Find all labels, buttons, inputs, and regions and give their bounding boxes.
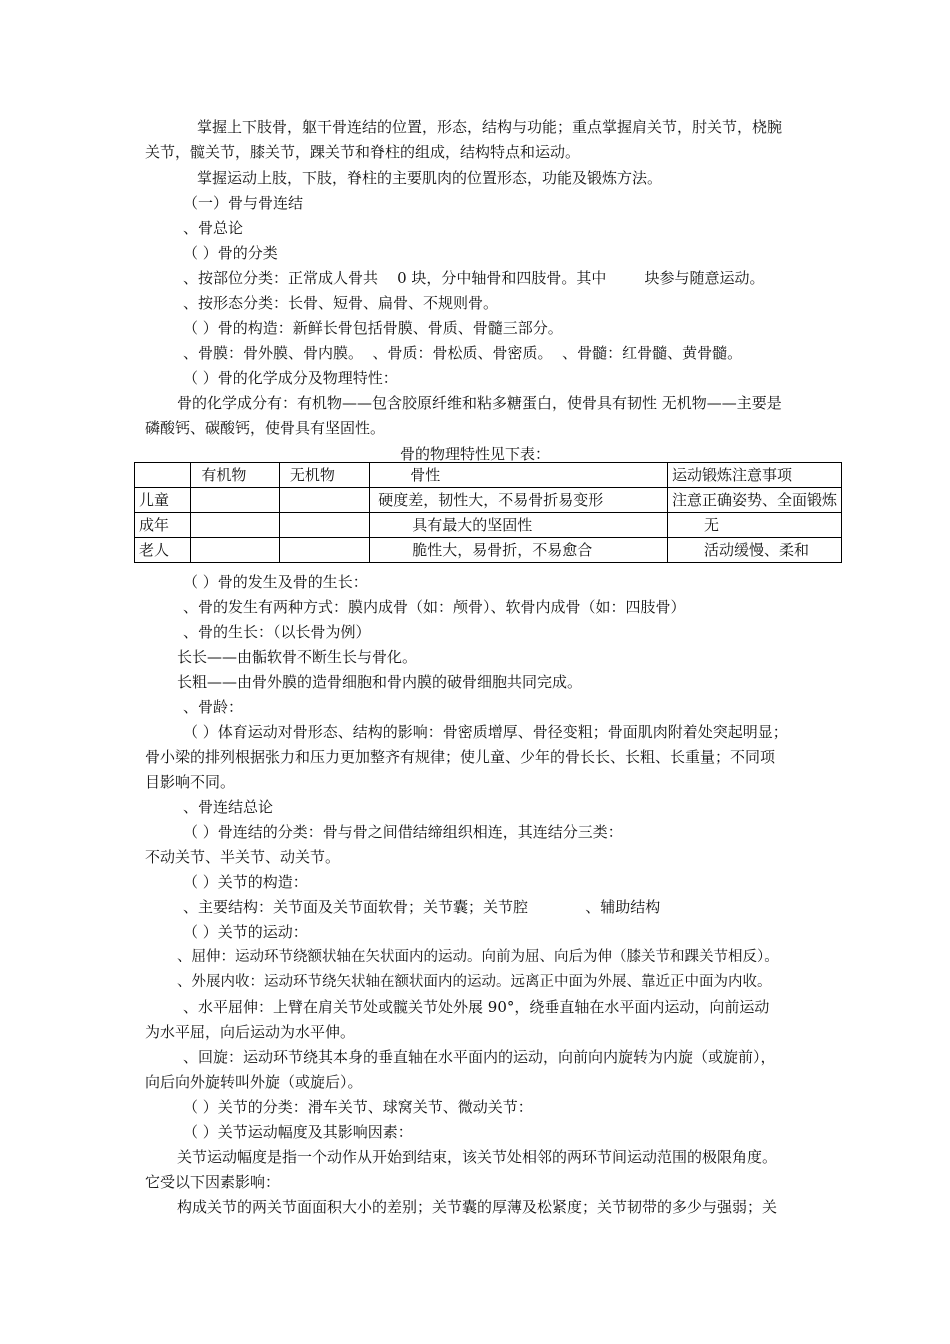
table-cell: 无 — [667, 513, 841, 538]
table-row — [135, 513, 842, 538]
text-line: 为水平屈，向后运动为水平伸。 — [145, 1023, 356, 1041]
text-line: 关节运动幅度是指一个动作从开始到结束，该关节处相邻的两环节间运动范围的极限角度。 — [177, 1148, 778, 1166]
text-line: 不动关节、半关节、动关节。 — [145, 848, 341, 866]
table-header-cell: 骨性 — [370, 463, 668, 488]
text-line: 、骨连结总论 — [183, 798, 274, 816]
text-line: （ ）骨的化学成分及物理特性： — [183, 369, 398, 387]
section-heading: （一）骨与骨连结 — [183, 194, 304, 212]
table-cell — [191, 513, 280, 538]
text-line: 长粗——由骨外膜的造骨细胞和骨内膜的破骨细胞共同完成。 — [177, 673, 583, 691]
table-cell: 硬度差，韧性大，不易骨折易变形 — [370, 488, 668, 513]
text-line: （ ）关节运动幅度及其影响因素： — [183, 1123, 413, 1141]
table-header-cell: 有机物 — [191, 463, 280, 488]
text-line: 掌握运动上肢，下肢，脊柱的主要肌肉的位置形态，功能及锻炼方法。 — [197, 169, 663, 187]
text-line: 、水平屈伸：上臂在肩关节处或髋关节处外展 90°，绕垂直轴在水平面内运动，向前运动 — [183, 998, 770, 1016]
text-line: （ ）骨的分类 — [183, 244, 278, 262]
text-line: 骨的化学成分有：有机物——包含胶原纤维和粘多糖蛋白，使骨具有韧性 无机物——主要是 — [177, 394, 782, 412]
table-cell — [279, 538, 369, 563]
text-line: （ ）骨连结的分类：骨与骨之间借结缔组织相连，其连结分三类： — [183, 823, 623, 841]
text-line: 、按形态分类：长骨、短骨、扁骨、不规则骨。 — [183, 294, 499, 312]
text-line: （ ）关节的构造： — [183, 873, 308, 891]
text-line: （ ）关节的运动： — [183, 923, 308, 941]
table-header-cell — [135, 463, 191, 488]
bone-properties-table — [134, 462, 842, 563]
text-line: （ ）骨的发生及骨的生长： — [183, 573, 368, 591]
text-line: 、按部位分类：正常成人骨共 0 块，分中轴骨和四肢骨。其中 块参与随意运动。 — [183, 269, 765, 287]
text-line: （ ）关节的分类：滑车关节、球窝关节、微动关节： — [183, 1098, 533, 1116]
text-line: 、骨的发生有两种方式：膜内成骨（如：颅骨）、软骨内成骨（如：四肢骨） — [183, 598, 686, 616]
table-cell: 成年 — [135, 513, 191, 538]
text-line: 、屈伸：运动环节绕额状轴在矢状面内的运动。向前为屈、向后为伸（膝关节和踝关节相反）。 — [177, 949, 779, 965]
text-line: 、骨的生长：（以长骨为例） — [183, 623, 371, 641]
table-cell: 活动缓慢、柔和 — [667, 538, 841, 563]
text-line: 磷酸钙、碳酸钙，使骨具有坚固性。 — [145, 419, 386, 437]
text-line: 、回旋：运动环节绕其本身的垂直轴在水平面内的运动，向前向内旋转为内旋（或旋前）， — [183, 1048, 776, 1066]
text-line: 、骨膜：骨外膜、骨内膜。 、骨质：骨松质、骨密质。 、骨髓：红骨髓、黄骨髓。 — [183, 344, 743, 362]
table-cell — [279, 513, 369, 538]
table-cell — [191, 538, 280, 563]
table-row — [135, 538, 842, 563]
text-line: 关节，髋关节，膝关节，踝关节和脊柱的组成，结构特点和运动。 — [145, 143, 581, 161]
table-cell: 老人 — [135, 538, 191, 563]
table-header-row — [135, 463, 842, 488]
table-cell: 脆性大，易骨折，不易愈合 — [370, 538, 668, 563]
text-line: 目影响不同。 — [145, 773, 236, 791]
text-line: 、骨总论 — [183, 219, 244, 237]
table-cell — [279, 488, 369, 513]
table-cell: 具有最大的坚固性 — [370, 513, 668, 538]
table-cell: 儿童 — [135, 488, 191, 513]
text-line: 、外展内收：运动环节绕矢状轴在额状面内的运动。远离正中面为外展、靠近正中面为内收。 — [177, 974, 772, 990]
table-header-cell: 运动锻炼注意事项 — [667, 463, 841, 488]
text-line: 向后向外旋转叫外旋（或旋后）。 — [145, 1073, 363, 1091]
text-line: 长长——由骺软骨不断生长与骨化。 — [177, 648, 418, 666]
text-line: 、骨龄： — [183, 698, 244, 716]
table-cell — [191, 488, 280, 513]
text-line: 掌握上下肢骨，躯干骨连结的位置，形态，结构与功能；重点掌握肩关节，肘关节，桡腕 — [197, 118, 783, 136]
table-header-cell: 无机物 — [279, 463, 369, 488]
text-line: 骨小梁的排列根据张力和压力更加整齐有规律；使儿童、少年的骨长长、长粗、长重量；不同项 — [145, 748, 776, 766]
text-line: 构成关节的两关节面面积大小的差别；关节囊的厚薄及松紧度；关节韧带的多少与强弱；关 — [177, 1198, 778, 1216]
text-line: 它受以下因素影响： — [145, 1173, 281, 1191]
text-line: 、主要结构：关节面及关节面软骨；关节囊；关节腔 、辅助结构 — [183, 898, 661, 916]
table-row — [135, 488, 842, 513]
text-line: （ ）体育运动对骨形态、结构的影响：骨密质增厚、骨径变粗；骨面肌肉附着处突起明显； — [183, 723, 788, 741]
table-caption: 骨的物理特性见下表： — [399, 445, 550, 463]
text-line: （ ）骨的构造：新鲜长骨包括骨膜、骨质、骨髓三部分。 — [183, 319, 563, 337]
table-cell: 注意正确姿势、全面锻炼 — [667, 488, 841, 513]
